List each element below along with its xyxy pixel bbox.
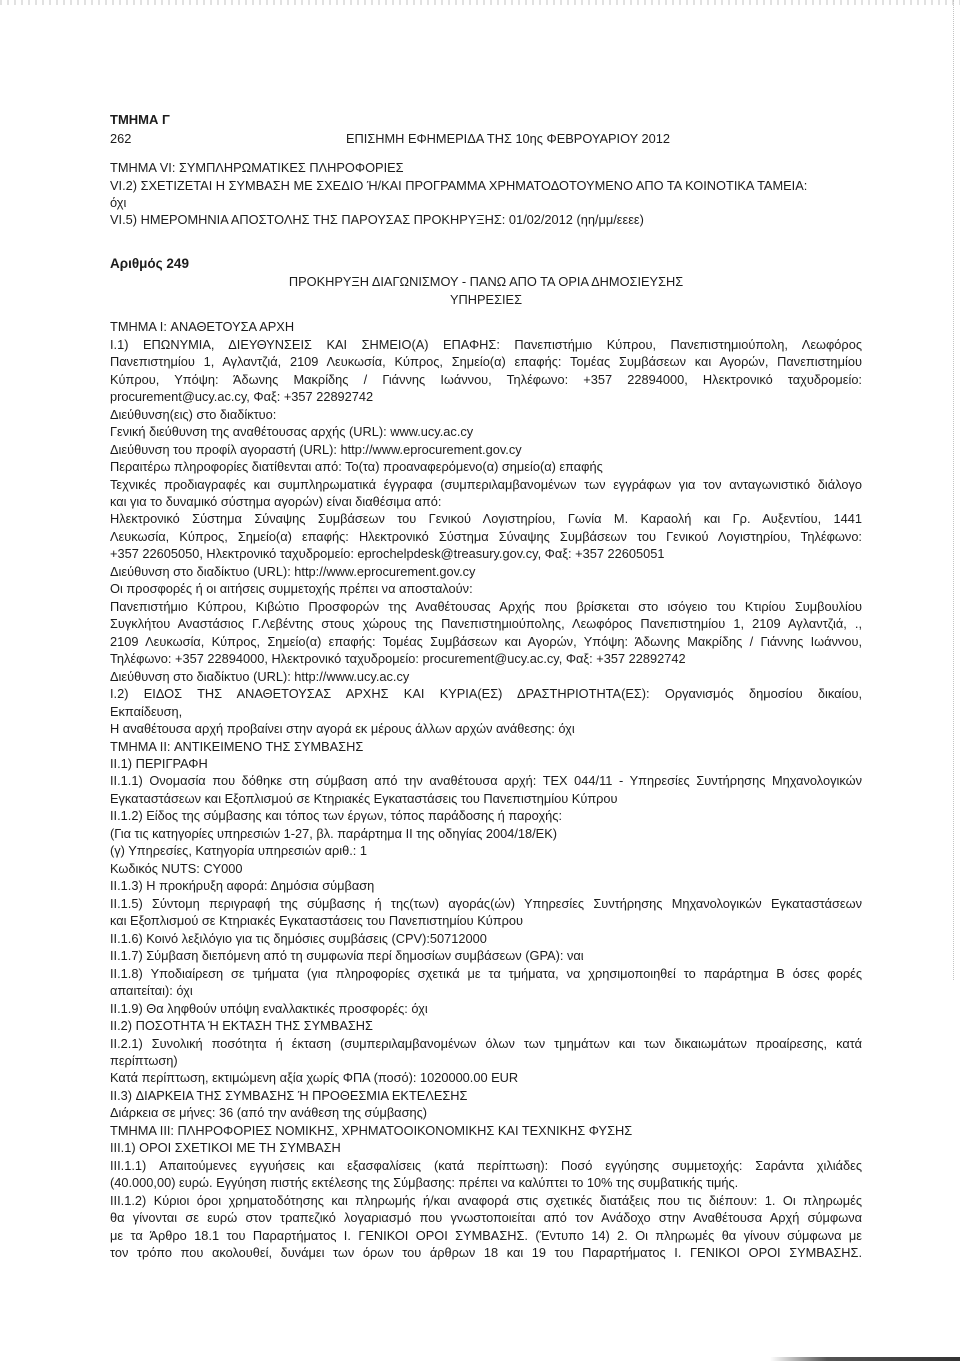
- text-line: Διεύθυνση στο διαδίκτυο (URL): http://www.ucy.ac.cy: [110, 668, 410, 684]
- subsection-heading: III.1) ΟΡΟΙ ΣΧΕΤΙΚΟΙ ΜΕ ΤΗ ΣΥΜΒΑΣΗ: [110, 1140, 341, 1156]
- page-number: 262: [110, 131, 132, 146]
- scan-artifact-bottom: [770, 1357, 960, 1361]
- subsection-heading: II.2) ΠΟΣΟΤΗΤΑ Ή ΕΚΤΑΣΗ ΤΗΣ ΣΥΜΒΑΣΗΣ: [110, 1018, 373, 1034]
- section-heading: ΤΜΗΜΑ VI: ΣΥΜΠΛΗΡΩΜΑΤΙΚΕΣ ΠΛΗΡΟΦΟΡΙΕΣ: [110, 160, 404, 176]
- text-line: II.1.3) Η προκήρυξη αφορά: Δημόσια σύμβαση: [110, 878, 375, 894]
- subsection-heading: II.3) ΔΙΑΡΚΕΙΑ ΤΗΣ ΣΥΜΒΑΣΗΣ Ή ΠΡΟΘΕΣΜΙΑ ΕΚΤΕΛΕΣΗΣ: [110, 1087, 468, 1103]
- text-line: Κατά περίπτωση, εκτιμώμενη αξία χωρίς ΦΠΑ (ποσό): 1020000.00 EUR: [110, 1070, 519, 1086]
- text-line: I.1) ΕΠΩΝΥΜΙΑ, ΔΙΕΥΘΥΝΣΕΙΣ ΚΑΙ ΣΗΜΕΙΟ(Α) ΕΠΑΦΗΣ: Πανεπιστήμιο Κύπρου, Πανεπιστημιούπολη, Λεωφόρος: [110, 336, 862, 352]
- text-line: II.1.6) Κοινό λεξιλόγιο για τις δημόσιες συμβάσεις (CPV):50712000: [110, 930, 487, 946]
- text-line: περίπτωση): [110, 1052, 178, 1068]
- text-line: και Εξοπλισμού σε Κτηριακές Εγκαταστάσεις του Πανεπιστημίου Κύπρου: [110, 913, 523, 929]
- subsection-heading: II.1) ΠΕΡΙΓΡΑΦΗ: [110, 756, 208, 772]
- text-line: θα γίνονται σε ευρώ στον τραπεζικό λογαριασμό που γνωστοποιείται από τον Ανάδοχο στην Αναθέτουσα Αρχή σύμφωνα: [110, 1210, 862, 1226]
- text-line: απαιτείται): όχι: [110, 983, 193, 999]
- text-line: Η αναθέτουσα αρχή προβαίνει στην αγορά εκ μέρους άλλων αρχών ανάθεσης: όχι: [110, 721, 575, 737]
- text-line: Πανεπιστήμιο Κύπρου, Κιβώτιο Προσφορών της Αναθέτουσας Αρχής που βρίσκεται στο ισόγειο του Κτιρίου Συμβουλίου: [110, 598, 862, 614]
- text-line: τον τρόπο που ακολουθεί, δυνάμει των όρων του άρθρων 18 και 19 του Παραρτήματος I. ΓΕΝΙΚΟΙ ΟΡΟΙ ΣΥΜΒΑΣΗΣ.: [110, 1245, 862, 1261]
- text-line: II.1.2) Είδος της σύμβασης και τόπος των έργων, τόπος παράδοσης ή παροχής:: [110, 808, 563, 824]
- text-line: Κύπρου, Υπόψη: Άδωνης Μακρίδης / Γιάννης Ιωάννου, Τηλέφωνο: +357 22894000, Ηλεκτρονικό ταχυδρομείο:: [110, 371, 862, 387]
- text-line: III.1.2) Κύριοι όροι χρηματοδότησης και πληρωμής ή/και αναφορά στις σχετικές διατάξεις που τις διέπουν: 1. Οι πληρωμές: [110, 1192, 862, 1208]
- text-line: Εκπαίδευση,: [110, 703, 183, 719]
- section-heading: ΤΜΗΜΑ I: ΑΝΑΘΕΤΟΥΣΑ ΑΡΧΗ: [110, 319, 295, 335]
- text-line: II.1.5) Σύντομη περιγραφή της σύμβασης ή της(των) αγοράς(ών) Υπηρεσίες Συντήρησης Μηχανολογικών Εγκαταστάσεων: [110, 895, 862, 911]
- text-line: Κωδικός NUTS: CY000: [110, 860, 243, 876]
- text-line: II.1.8) Υποδιαίρεση σε τμήματα (για πληροφορίες σχετικά με τα τμήματα, να χρησιμοποιηθεί το παράρτημα Β όσες φορές: [110, 965, 862, 981]
- notice-title: ΠΡΟΚΗΡΥΞΗ ΔΙΑΓΩΝΙΣΜΟΥ - ΠΑΝΩ ΑΠΟ ΤΑ ΟΡΙΑ ΔΗΜΟΣΙΕΥΣΗΣ: [288, 274, 684, 289]
- text-line: Τεχνικές προδιαγραφές και συμπληρωματικά έγγραφα (συμπεριλαμβανομένων των εγγράφων για τον ανταγωνιστικό διάλογο: [110, 476, 862, 492]
- section-heading: ΤΜΗΜΑ III: ΠΛΗΡΟΦΟΡΙΕΣ ΝΟΜΙΚΗΣ, ΧΡΗΜΑΤΟΟΙΚΟΝΟΜΙΚΗΣ ΚΑΙ ΤΕΧΝΙΚΗΣ ΦΥΣΗΣ: [110, 1122, 633, 1138]
- text-line: (Για τις κατηγορίες υπηρεσιών 1-27, βλ. παράρτημα II της οδηγίας 2004/18/ΕΚ): [110, 825, 558, 841]
- notice-body: [110, 318, 862, 1261]
- notice-heading: [110, 255, 862, 309]
- text-line: II.1.1) Ονομασία που δόθηκε στη σύμβαση από την αναθέτουσα αρχή: ΤΕΧ 044/11 - Υπηρεσίες Συντήρησης Μηχανολογικών: [110, 773, 862, 789]
- text-line: Περαιτέρω πληροφορίες διατίθενται από: Το(τα) προαναφερόμενο(α) σημείο(α) επαφής: [110, 459, 603, 475]
- text-line: VI.5) ΗΜΕΡΟΜΗΝΙΑ ΑΠΟΣΤΟΛΗΣ ΤΗΣ ΠΑΡΟΥΣΑΣ ΠΡΟΚΗΡΥΞΗΣ: 01/02/2012 (ηη/μμ/εεεε): [110, 212, 644, 228]
- gazette-title: ΕΠΙΣΗΜΗ ΕΦΗΜΕΡΙΔΑ ΤΗΣ 10ης ΦΕΒΡΟΥΑΡΙΟΥ 2012: [346, 131, 670, 146]
- text-line: (γ) Υπηρεσίες, Κατηγορία υπηρεσιών αριθ.: 1: [110, 843, 368, 859]
- text-line: Πανεπιστημίου 1, Αγλαντζιά, 2109 Λευκωσία, Κύπρος, Σημείο(α) επαφής: Τομέας Συμβάσεων και Αγορών, Πανεπιστημίου: [110, 354, 862, 370]
- text-line: Διεύθυνση στο διαδίκτυο (URL): http://www.eprocurement.gov.cy: [110, 563, 476, 579]
- text-line: 2109 Λευκωσία, Κύπρος, Σημείο(α) επαφής: Τομέας Συμβάσεων και Αγορών, Υπόψη: Άδωνης Μακρίδης / Γιάννης Ιωάννου,: [110, 633, 862, 649]
- text-line: Ηλεκτρονικό Σύστημα Σύναψης Συμβάσεων του Γενικού Λογιστηρίου, Γωνία Μ. Καραολή και Γρ. Αυξεντίου, 1441: [110, 511, 862, 527]
- text-line: Τηλέφωνο: +357 22894000, Ηλεκτρονικό ταχυδρομείο: procurement@ucy.ac.cy, Φαξ: +357 22892742: [110, 651, 686, 667]
- page-header: [110, 110, 862, 148]
- text-line: II.2.1) Συνολική ποσότητα ή έκταση (συμπεριλαμβανομένων όλων των τμημάτων και των δικαιωμάτων προαίρεσης, κατά: [110, 1035, 862, 1051]
- text-line: II.1.7) Σύμβαση διεπόμενη από τη συμφωνία περί δημοσίων συμβάσεων (GPA): ναι: [110, 948, 584, 964]
- subsection-heading: I.2) ΕΙΔΟΣ ΤΗΣ ΑΝΑΘΕΤΟΥΣΑΣ ΑΡΧΗΣ ΚΑΙ ΚΥΡΙΑ(ΕΣ) ΔΡΑΣΤΗΡΙΟΤΗΤΑ(ΕΣ): Οργανισμός δημοσίου δικαίου,: [110, 686, 862, 702]
- text-line: με τα Άρθρο 18.1 του Παραρτήματος I. ΓΕΝΙΚΟΙ ΟΡΟΙ ΣΥΜΒΑΣΗΣ. (Έντυπο 14) 2. Οι πληρωμές θα γίνουν σύμφωνα με: [110, 1227, 862, 1243]
- text-line: VI.2) ΣΧΕΤΙΖΕΤΑΙ Η ΣΥΜΒΑΣΗ ΜΕ ΣΧΕΔΙΟ Ή/ΚΑΙ ΠΡΟΓΡΑΜΜΑ ΧΡΗΜΑΤΟΔΟΤΟΥΜΕΝΟ ΑΠΟ ΤΑ ΚΟΙΝΟΤΙΚΑ ΤΑΜΕΙΑ:: [110, 177, 808, 193]
- header-row: [110, 129, 862, 148]
- text-line: Διεύθυνση(εις) στο διαδίκτυο:: [110, 406, 277, 422]
- text-line: III.1.1) Απαιτούμενες εγγυήσεις και εξασφαλίσεις (κατά περίπτωση): Ποσό εγγύησης συμμετοχής: Σαράντα χιλιάδες: [110, 1157, 862, 1173]
- text-line: Διάρκεια σε μήνες: 36 (από την ανάθεση της σύμβασης): [110, 1105, 428, 1121]
- section-label: ΤΜΗΜΑ Γ: [110, 112, 170, 127]
- text-line: (40.000,00) ευρώ. Εγγύηση πιστής εκτέλεσης της Σύμβασης: πρέπει να καλύπτει το 10% της συμβατικής τιμής.: [110, 1175, 739, 1191]
- notice-number: Αριθμός 249: [110, 256, 189, 271]
- text-line: II.1.9) Θα ληφθούν υπόψη εναλλακτικές προσφορές: όχι: [110, 1000, 428, 1016]
- text-line: Λευκωσία, Κύπρος, Σημείο(α) επαφής: Ηλεκτρονικό Σύστημα Σύναψης Συμβάσεων του Γενικού Λογιστηρίου, Τηλέφωνο:: [110, 528, 862, 544]
- section-heading: ΤΜΗΜΑ II: ΑΝΤΙΚΕΙΜΕΝΟ ΤΗΣ ΣΥΜΒΑΣΗΣ: [110, 738, 364, 754]
- text-line: Οι προσφορές ή οι αιτήσεις συμμετοχής πρέπει να αποσταλούν:: [110, 581, 473, 597]
- text-line: και για το δυναμικό σύστημα αγορών) είναι διαθέσιμα από:: [110, 493, 442, 509]
- notice-category: ΥΠΗΡΕΣΙΕΣ: [449, 292, 522, 307]
- previous-notice-end: [110, 159, 862, 229]
- scan-artifact-right-edge: [953, 0, 954, 980]
- text-line: Συγκλήτου Αναστάσιος Γ.Λεβέντης στους χώρους της Πανεπιστημιούπολης, Λεωφόρος Πανεπιστημίου 1, 2109 Αγλαντζιά, .,: [110, 616, 862, 632]
- text-line: procurement@ucy.ac.cy, Φαξ: +357 22892742: [110, 389, 374, 405]
- text-line: Γενική διεύθυνση της αναθέτουσας αρχής (URL): www.ucy.ac.cy: [110, 424, 474, 440]
- scan-artifact-top: [0, 0, 960, 5]
- text-line: +357 22605050, Ηλεκτρονικό ταχυδρομείο: eprochelpdesk@treasury.gov.cy, Φαξ: +357 22605051: [110, 546, 665, 562]
- text-line: όχι: [110, 195, 127, 211]
- text-line: Διεύθυνση του προφίλ αγοραστή (URL): http://www.eprocurement.gov.cy: [110, 441, 522, 457]
- text-line: Εγκαταστάσεων και Εξοπλισμού σε Κτηριακές Εγκαταστάσεις του Πανεπιστημίου Κύπρου: [110, 790, 618, 806]
